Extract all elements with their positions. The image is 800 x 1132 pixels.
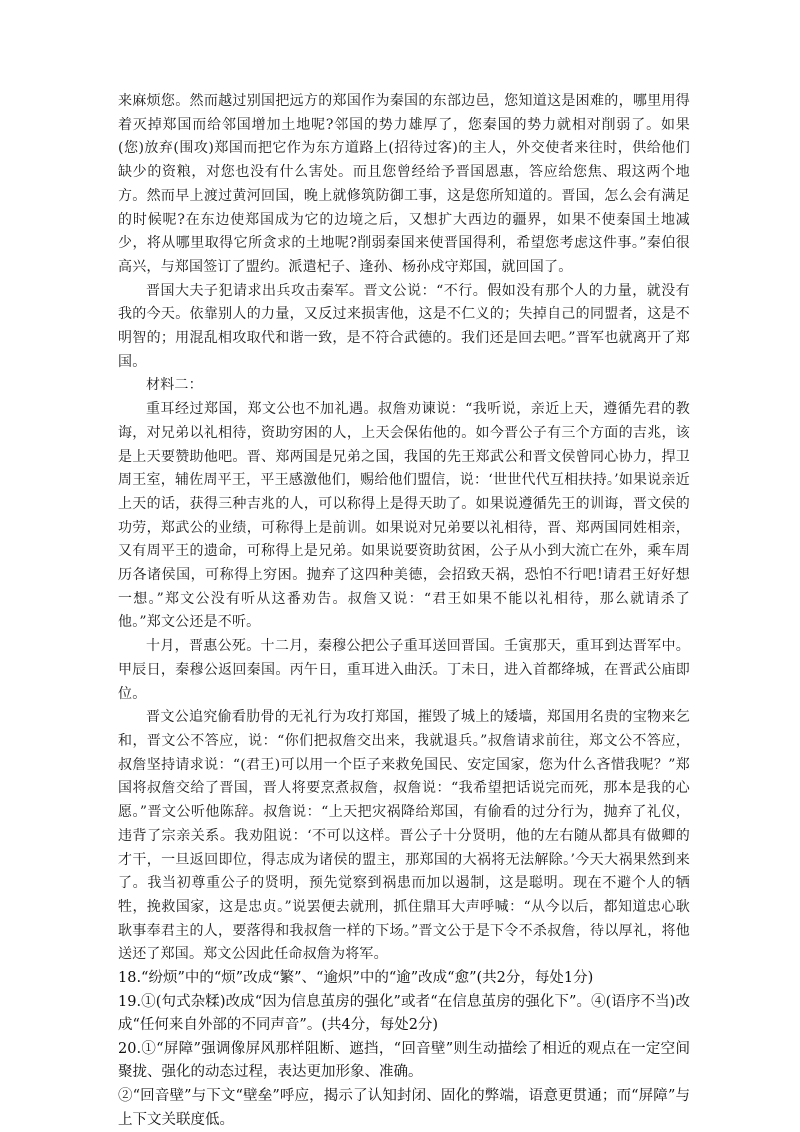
material-2-paragraph-3: 晋文公追究偷看肋骨的无礼行为攻打郑国，摧毁了城上的矮墙，郑国用名贵的宝物来乞和，晋文公不答应，说：“你们把叔詹交出来，我就退兵。”叔詹请求前往，郑文公不答应，叔詹坚持请求说：“(君王)可以用一个臣子来救免国民、安定国家，您为什么吝惜我呢？”郑国将叔詹交给了晋国，晋人将要烹煮叔詹，叔詹说：“我希望把话说完而死，那本是我的心愿。”晋文公听他陈辞。叔詹说：“上天把灾祸降给郑国，有偷看的过分行为，抛弃了礼仪，违背了宗亲关系。我劝阻说：‘不可以这样。晋公子十分贤明，他的左右随从都具有做卿的才干，一旦返回即位，得志成为诸侯的盟主，那郑国的大祸将无法解除。’今天大祸果然到来了。我当初尊重公子的贤明，预先觉察到祸患而加以遏制，这是聪明。现在不避个人的牺牲，挽救国家，这是忠贞。”说罢便去就刑，抓住鼎耳大声呼喊：“从今以后，都知道忠心耿耿事奉君主的人，要落得和我叔詹一样的下场。”晋文公于是下令不杀叔詹，待以厚礼，将他送还了郑国。郑文公因此任命叔詹为将军。 [118, 709, 690, 963]
material-2-paragraph-1: 重耳经过郑国，郑文公也不加礼遇。叔詹劝谏说：“我听说，亲近上天，遵循先君的教诲，对兄弟以礼相待，资助穷困的人，上天会保佑他的。如今晋公子有三个方面的吉兆，该是上天要赞助他吧。晋、郑两国是兄弟之国，我国的先王郑武公和晋文侯曾同心协力，捍卫周王室，辅佐周平王，平王感激他们，赐给他们盟信，说：‘世世代代互相扶持。’如果说亲近上天的话，获得三种吉兆的人，可以称得上是得天助了。如果说遵循先王的训诲，晋文侯的功劳，郑武公的业绩，可称得上是前训。如果说对兄弟要以礼相待，晋、郑两国同姓相亲，又有周平王的遗命，可称得上是兄弟。如果说要资助贫困，公子从小到大流亡在外，乘车周历各诸侯国，可称得上穷困。抛弃了这四种美德，会招致天祸，恐怕不行吧!请君王好好想一想。”郑文公没有听从这番劝告。叔詹又说：“君王如果不能以礼相待，那么就请杀了他。”郑文公还是不听。 [118, 401, 690, 631]
document-page [118, 90, 690, 1132]
answer-18: 18.“纷烦”中的“烦”改成“繁”、“逾炽”中的“逾”改成“愈”(共2分，每处1分) [118, 970, 594, 987]
material-1-paragraph-2: 晋国大夫子犯请求出兵攻击秦军。晋文公说：“不行。假如没有那个人的力量，就没有我的今天。依靠别人的力量，又反过来损害他，这是不仁义的；失掉自己的同盟者，这是不明智的；用混乱相攻取代和谐一致，是不符合武德的。我们还是回去吧。”晋军也就离开了郑国。 [118, 282, 690, 370]
material-2-heading: 材料二： [146, 377, 203, 394]
material-2-paragraph-2: 十月，晋惠公死。十二月，秦穆公把公子重耳送回晋国。壬寅那天，重耳到达晋军中。甲辰日，秦穆公返回秦国。丙午日，重耳进入曲沃。丁未日，进入首都绛城，在晋武公庙即位。 [118, 638, 690, 702]
material-1-continued-paragraph: 来麻烦您。然而越过别国把远方的郑国作为秦国的东部边邑，您知道这是困难的，哪里用得着灭掉郑国而给邻国增加土地呢?邻国的势力雄厚了，您秦国的势力就相对削弱了。如果(您)放弃(围攻)郑国而把它作为东方道路上(招待过客)的主人，外交使者来往时，供给他们缺少的资粮，对您也没有什么害处。而且您曾经给予晋国恩惠，答应给您焦、瑕这两个地方。然而早上渡过黄河回国，晚上就修筑防御工事，这是您所知道的。晋国，怎么会有满足的时候呢?在东边使郑国成为它的边境之后，又想扩大西边的疆界，如果不使秦国土地减少，将从哪里取得它所贪求的土地呢?削弱秦国来使晋国得利，希望您考虑这件事。”秦伯很高兴，与郑国签订了盟约。派遣杞子、逢孙、杨孙戍守郑国，就回国了。 [118, 93, 690, 275]
answer-20-part-1: 20.①“屏障”强调像屏风那样阻断、遮挡，“回音壁”则生动描绘了相近的观点在一定空间聚拢、强化的动态过程，表达更加形象、准确。 [118, 1040, 690, 1081]
answer-19: 19.①(句式杂糅)改成“因为信息茧房的强化”或者“在信息茧房的强化下”。④(语序不当)改成“任何来自外部的不同声音”。(共4分，每处2分) [118, 993, 690, 1034]
answer-20-part-2: ②“回音壁”与下文“壁垒”呼应，揭示了认知封闭、固化的弊端，语意更贯通；而“屏障”与上下文关联度低。 [118, 1087, 690, 1128]
